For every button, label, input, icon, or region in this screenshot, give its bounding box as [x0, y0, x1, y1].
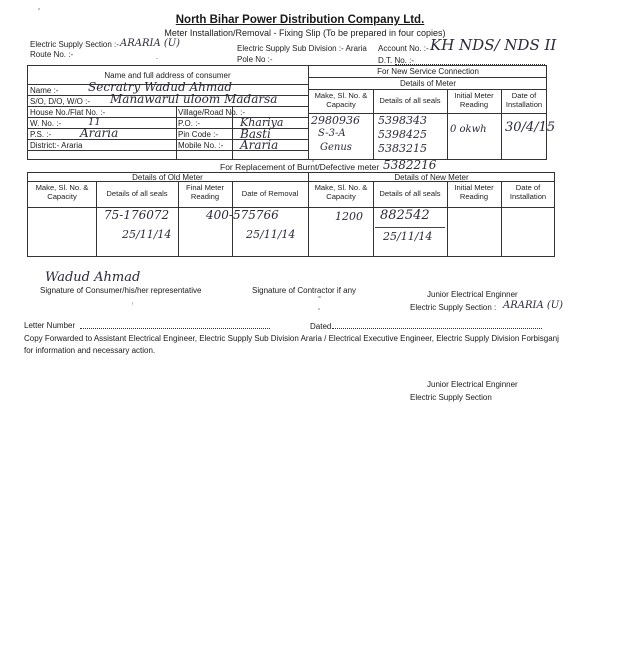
dt-no-label: D.T. No. :-	[378, 56, 415, 65]
old-removal-date: 25/11/14	[246, 228, 296, 241]
scan-speck	[38, 8, 40, 10]
route-no-label: Route No. :-	[30, 50, 74, 59]
new-service-heading: For New Service Connection	[377, 67, 479, 76]
document-title: North Bihar Power Distribution Company Ltd.	[175, 14, 425, 26]
district-label: District:- Araria	[30, 141, 83, 150]
old-col-seals: Details of all seals	[106, 189, 168, 198]
supply-section-label: Electric Supply Section :-	[30, 40, 119, 49]
ns-col-date: Date of Installation	[505, 91, 543, 109]
scan-speck	[156, 58, 158, 59]
old-col-make: Make, Sl. No. & Capacity	[35, 183, 89, 201]
jee-section-label: Electric Supply Section :	[410, 303, 497, 312]
mobile-value: Araria	[240, 138, 279, 152]
old-meter-heading: Details of Old Meter	[132, 173, 203, 182]
consumer-signature-label: Signature of Consumer/his/her representative	[40, 286, 202, 295]
scan-speck	[318, 308, 320, 310]
jee-title-2: Junior Electrical Enginner	[427, 380, 518, 389]
ns-make-2: S-3-A	[318, 128, 346, 139]
copy-forwarded-text: Copy Forwarded to Assistant Electrical Engineer, Electric Supply Sub Division Araria / Electrical Executive Engineer, Electric Supply Division Forbisganj	[24, 334, 559, 343]
scan-speck	[312, 160, 314, 162]
ps-value: Araria	[80, 126, 119, 140]
ns-col-seals: Details of all seals	[379, 96, 441, 105]
ward-label: W. No. :-	[30, 119, 62, 128]
scan-speck	[318, 296, 321, 298]
ns-make-3: Genus	[320, 142, 352, 153]
ns-col-initial: Initial Meter Reading	[454, 91, 494, 109]
document-subtitle: Meter Installation/Removal - Fixing Slip (To be prepared in four copies)	[164, 28, 446, 38]
old-seals-value: 75-176072	[104, 208, 170, 222]
sdw-value: Manawarul uloom Madarsa	[110, 92, 278, 106]
replacement-heading-value: 5382216	[383, 158, 437, 172]
house-label: House No./Flat No. :-	[30, 108, 106, 117]
old-seals-date: 25/11/14	[122, 228, 172, 241]
consumer-signature: Wadud Ahmad	[45, 270, 141, 285]
pole-no-label: Pole No :-	[237, 55, 273, 64]
new-make-value: 1200	[335, 210, 363, 223]
for-information-text: for information and necessary action.	[24, 346, 156, 355]
replacement-heading: For Replacement of Burnt/Defective meter	[220, 162, 380, 172]
new-col-initial: Initial Meter Reading	[454, 183, 494, 201]
scan-speck	[132, 302, 133, 305]
ward-value: 11	[88, 117, 101, 128]
name-value: Secratry Wadud Ahmad	[88, 80, 233, 94]
ps-label: P.S. :-	[30, 130, 52, 139]
jee-section-value: ARARIA (U)	[503, 300, 564, 311]
account-no-value: KH NDS/ NDS II	[430, 36, 557, 54]
ns-initial-reading: 0 okwh	[450, 124, 487, 135]
new-col-seals: Details of all seals	[379, 189, 441, 198]
jee-title: Junior Electrical Enginner	[427, 290, 518, 299]
new-service-subheading: Details of Meter	[399, 79, 457, 88]
new-meter-heading: Details of New Meter	[394, 173, 469, 182]
new-seals-value: 882542	[380, 208, 430, 223]
sub-division-label: Electric Supply Sub Division :- Araria	[237, 44, 367, 53]
letter-number-label: Letter Number	[24, 321, 76, 330]
ns-col-make: Make, Sl. No. & Capacity	[314, 91, 368, 109]
pin-value: Basti	[240, 127, 271, 141]
old-col-date: Date of Removal	[241, 189, 299, 198]
ns-install-date: 30/4/15	[505, 120, 556, 135]
pin-label: Pin Code :-	[178, 130, 219, 139]
ns-seal-3: 5383215	[378, 142, 427, 155]
new-install-date: 25/11/14	[383, 230, 433, 243]
po-value: Khariya	[240, 116, 284, 129]
ns-seal-2: 5398425	[378, 128, 427, 141]
sdw-label: S/O, D/O, W/O :-	[30, 97, 90, 106]
name-label: Name :-	[30, 86, 59, 95]
consumer-heading: Name and full address of consumer	[104, 71, 231, 80]
dated-label: Dated	[310, 322, 332, 331]
old-final-reading: 400-575766	[206, 208, 279, 222]
ns-make-1: 2980936	[311, 114, 360, 127]
account-no-label: Account No. :-	[378, 44, 429, 53]
jee-section-label-2: Electric Supply Section	[410, 393, 492, 402]
contractor-signature-label: Signature of Contractor if any	[252, 286, 357, 295]
village-label: Village/Road No. :-	[178, 108, 245, 117]
ns-seal-1: 5398343	[378, 114, 427, 127]
new-col-make: Make, Sl. No. & Capacity	[314, 183, 368, 201]
mobile-label: Mobile No. :-	[178, 141, 224, 150]
po-label: P.O. :-	[178, 119, 201, 128]
new-col-date: Date of Installation	[509, 183, 547, 201]
old-col-final: Final Meter Reading	[186, 183, 224, 201]
supply-section-value: ARARIA (U)	[120, 38, 181, 49]
